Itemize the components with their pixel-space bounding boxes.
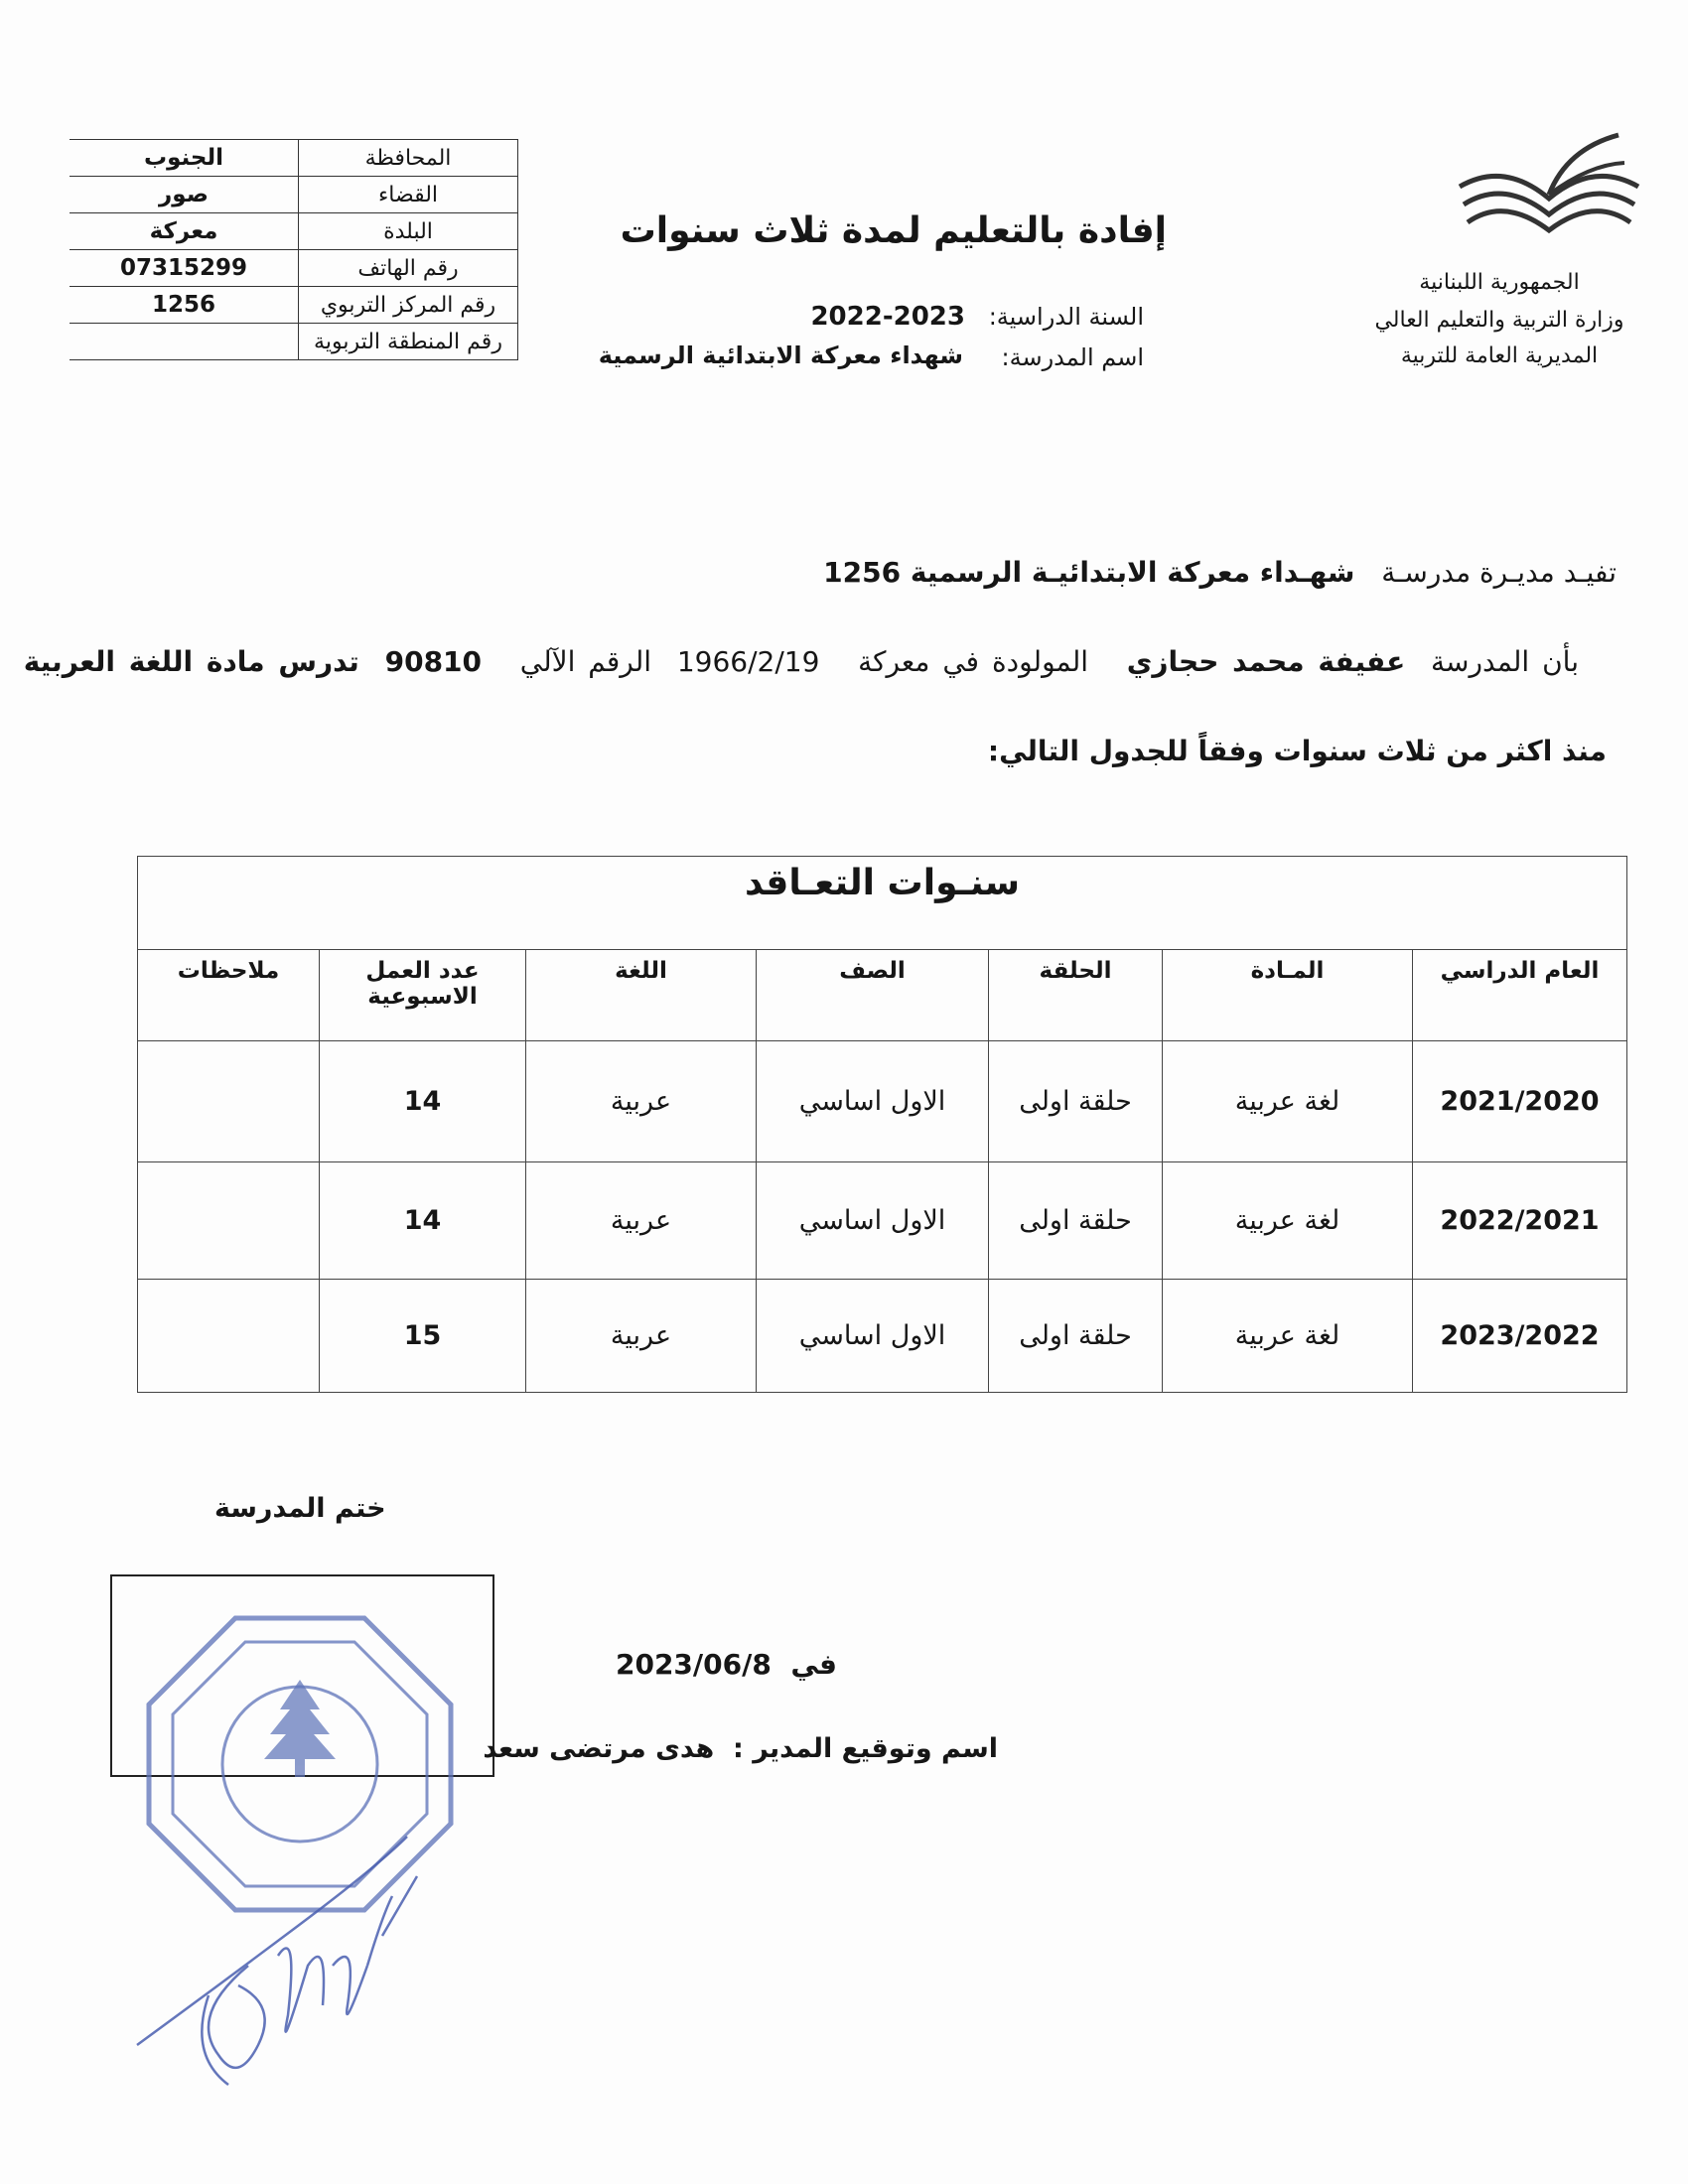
school-label: اسم المدرسة: — [1001, 343, 1144, 371]
column-header: ملاحظات — [138, 950, 320, 1041]
date-label: في — [790, 1648, 837, 1681]
info-value: الجنوب — [70, 140, 299, 177]
info-value: 07315299 — [70, 250, 299, 287]
auto-number: 90810 — [384, 645, 483, 678]
teacher-name: عفيفة محمد حجازي — [1126, 645, 1406, 678]
info-row — [70, 324, 518, 360]
cedar-tree-icon — [264, 1680, 336, 1777]
year-cell: 2023/2022 — [1413, 1280, 1627, 1393]
notes-cell — [138, 1041, 320, 1162]
info-label: البلدة — [299, 213, 518, 250]
info-label: رقم المنطقة التربوية — [299, 324, 518, 360]
hours-cell: 14 — [320, 1162, 526, 1280]
info-row — [70, 140, 518, 177]
table-row — [138, 1280, 1627, 1393]
column-header: الصف — [757, 950, 989, 1041]
column-header: المـادة — [1163, 950, 1413, 1041]
info-value: معركة — [70, 213, 299, 250]
date-line — [616, 1648, 837, 1681]
body-text: بأن المدرسة — [1431, 645, 1579, 678]
ministry-line-3: المديرية العامة للتربية — [1400, 343, 1599, 368]
ministry-line-1: الجمهورية اللبنانية — [1419, 270, 1580, 295]
school-name-inline: شهـداء معركة الابتدائيـة الرسمية 1256 — [823, 556, 1355, 589]
info-value: صور — [70, 177, 299, 213]
table-title: سنـوات التعـاقد — [138, 857, 1627, 950]
subject-cell: لغة عربية — [1163, 1162, 1413, 1280]
column-header: الحلقة — [989, 950, 1163, 1041]
year-cell: 2021/2020 — [1413, 1041, 1627, 1162]
cycle-cell: حلقة اولى — [989, 1280, 1163, 1393]
body-text: الرقم الآلي — [519, 645, 652, 678]
grade-cell: الاول اساسي — [757, 1280, 989, 1393]
info-row — [70, 250, 518, 287]
column-header: اللغة — [526, 950, 757, 1041]
year-cell: 2022/2021 — [1413, 1162, 1627, 1280]
year-label: السنة الدراسية: — [988, 303, 1144, 331]
notes-cell — [138, 1280, 320, 1393]
subject-text: تدرس مادة اللغة العربية — [23, 645, 359, 678]
table-header-row — [138, 950, 1627, 1041]
hours-cell: 14 — [320, 1041, 526, 1162]
birth-date: 1966/2/19 — [676, 645, 820, 678]
cycle-cell: حلقة اولى — [989, 1041, 1163, 1162]
body-text: المولودة في معركة — [858, 645, 1089, 678]
director-signature — [129, 1817, 427, 2095]
body-text: تفيـد مديـرة مدرسـة — [1381, 556, 1617, 589]
table-row — [138, 1162, 1627, 1280]
grade-cell: الاول اساسي — [757, 1162, 989, 1280]
info-row — [70, 177, 518, 213]
info-row — [70, 287, 518, 324]
body-line-3: منذ اكثر من ثلاث سنوات وفقاً للجدول التالي: — [987, 735, 1607, 767]
stamp-label: ختم المدرسة — [214, 1493, 386, 1524]
notes-cell — [138, 1162, 320, 1280]
date-value: 2023/06/8 — [615, 1648, 772, 1681]
info-row — [70, 213, 518, 250]
table-row — [138, 1041, 1627, 1162]
subject-cell: لغة عربية — [1163, 1280, 1413, 1393]
contract-years-table — [137, 856, 1627, 1393]
language-cell: عربية — [526, 1041, 757, 1162]
school-value: شهداء معركة الابتدائية الرسمية — [598, 341, 963, 369]
director-line — [483, 1733, 998, 1764]
school-info-table — [70, 139, 518, 360]
hours-cell: 15 — [320, 1280, 526, 1393]
info-value: 1256 — [70, 287, 299, 324]
subject-cell: لغة عربية — [1163, 1041, 1413, 1162]
language-cell: عربية — [526, 1162, 757, 1280]
info-label: القضاء — [299, 177, 518, 213]
year-value: 2022-2023 — [810, 302, 965, 332]
info-label: رقم الهاتف — [299, 250, 518, 287]
info-label: رقم المركز التربوي — [299, 287, 518, 324]
director-name: هدى مرتضى سعد — [483, 1733, 715, 1764]
info-value — [70, 324, 299, 360]
ministry-line-2: وزارة التربية والتعليم العالي — [1374, 308, 1624, 333]
language-cell: عربية — [526, 1280, 757, 1393]
info-label: المحافظة — [299, 140, 518, 177]
grade-cell: الاول اساسي — [757, 1041, 989, 1162]
open-book-logo-icon — [1450, 129, 1648, 238]
column-header: العام الدراسي — [1413, 950, 1627, 1041]
director-label: اسم وتوقيع المدير : — [733, 1733, 998, 1764]
page-title: إفادة بالتعليم لمدة ثلاث سنوات — [620, 210, 1167, 251]
cycle-cell: حلقة اولى — [989, 1162, 1163, 1280]
body-line-2 — [24, 645, 1579, 678]
column-header: عدد العمل الاسبوعية — [320, 950, 526, 1041]
body-line-1 — [823, 556, 1617, 589]
